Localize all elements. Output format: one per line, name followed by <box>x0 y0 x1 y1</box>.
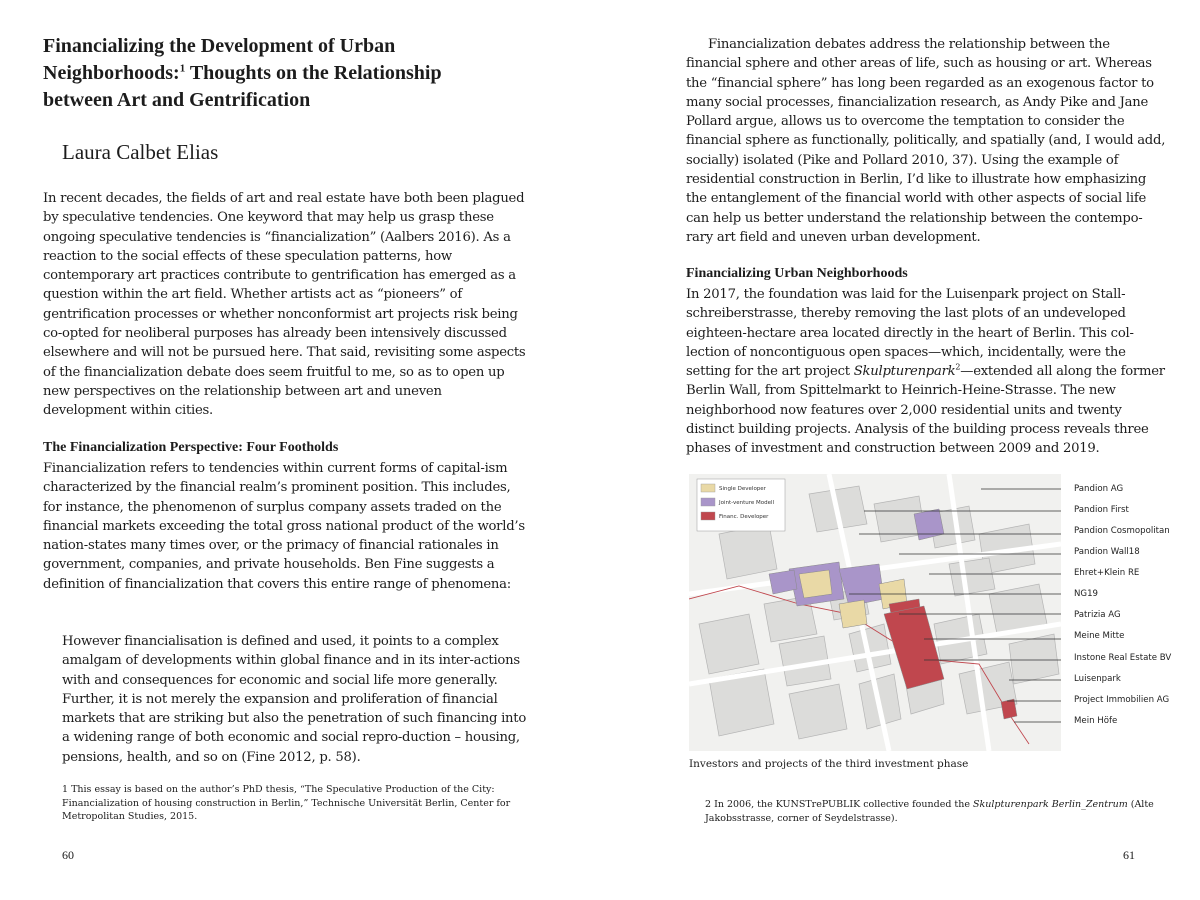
map-label-pandion-cosmopolitan: Pandion Cosmopolitan <box>1074 526 1170 536</box>
footnote-ref-2[interactable]: 2 <box>955 362 961 372</box>
right-page <box>686 0 1172 900</box>
map-label-meine-mitte: Meine Mitte <box>1074 631 1125 641</box>
map-legend-financ: Financ. Developer <box>719 514 769 520</box>
map-label-luisenpark: Luisenpark <box>1074 674 1121 684</box>
section-heading-footholds: The Financialization Perspective: Four Footholds <box>43 440 339 455</box>
block-quote-fine: However financialisation is defined and used, it points to a complex amalgam of developments within global finance and in its inter-actions with and consequences for economic and social life more generally. Further, it is not merely the expansion and proliferation of financial markets that are striking but also the penetration of such financing into a widening range of both economic and social repro-duction – housing, pensions, health, and so on (Fine 2012, p. 58). <box>62 634 527 765</box>
left-page <box>43 0 528 900</box>
author-name: Laura Calbet Elias <box>62 140 219 164</box>
map-legend-single: Single Developer <box>719 486 766 492</box>
map-label-pandion-wall18: Pandion Wall18 <box>1074 547 1140 557</box>
section-heading-urban-neighborhoods: Financializing Urban Neighborhoods <box>686 266 908 281</box>
article-title <box>43 33 503 114</box>
map-label-pandion-ag: Pandion AG <box>1074 484 1124 494</box>
page-number-left: 60 <box>62 848 74 862</box>
luisenpark-text-b: —extended all along the former Berlin Wall, from Spittelmarkt to Heinrich-Heine-Strasse. The new neighborhood now features over 2,000 residential units and twenty distinct building projects. Analysis of the building process reveals three phases of investment and construction between 2009 and 2019. <box>686 364 1165 457</box>
footnote-2-text-a: 2 In 2006, the KUNSTrePUBLIK collective founded the <box>705 799 974 810</box>
footnote-2-text-b: (Alte Jakobsstrasse, corner of Seydelstrasse). <box>705 799 1154 824</box>
luisenpark-paragraph <box>686 285 1166 459</box>
map-label-project-immobilien: Project Immobilien AG <box>1074 695 1170 705</box>
title-part-1: Financializing the Development of Urban Neighborhoods: <box>43 35 396 84</box>
map-label-mein-hoefe: Mein Höfe <box>1074 716 1118 726</box>
title-footnote-ref[interactable]: 1 <box>179 62 186 75</box>
intro-paragraph: In recent decades, the fields of art and real estate have both been plagued by speculative tendencies. One keyword that may help us grasp these ongoing speculative tendencies is “financialization” (Aalbers 2016). As a reaction to the social effects of these speculation patterns, how contemporary art practices contribute to gentrification has emerged as a question within the art field. Whether artists act as “pioneers” of gentrification processes or whether nonconformist art projects risk being co-opted for neoliberal purposes has already been intensively discussed elsewhere and will not be pursued here. That said, revisiting some aspects of the financialization debate does seem fruitful to me, so as to open up new perspectives on the relationship between art and uneven development within cities. <box>43 191 526 419</box>
map-label-patrizia: Patrizia AG <box>1074 610 1121 620</box>
title-part-2: Thoughts on the Relationship between Art and Gentrification <box>43 62 442 111</box>
footnote-2 <box>705 798 1165 826</box>
map-label-ng19: NG19 <box>1074 589 1099 599</box>
luisenpark-text-a: In 2017, the foundation was laid for the Luisenpark project on Stall-schreiberstrasse, thereby removing the last plots of an undeveloped eighteen-hectare area located directly in the heart of Berlin. This col-lection of noncontiguous open spaces—which, incidentally, were the setting for the art project <box>686 287 1134 380</box>
footnote-1: 1 This essay is based on the author’s PhD thesis, “The Speculative Production of the City: Financialization of housing construction in Berlin,” Technische Universität Berlin, Center for Metropolitan Studies, 2015. <box>62 784 511 823</box>
map-graphic <box>689 474 1061 751</box>
page-number-right: 61 <box>1123 848 1135 862</box>
skulpturenpark-italic: Skulpturenpark <box>853 364 956 380</box>
map-label-ehret-klein: Ehret+Klein RE <box>1074 568 1140 578</box>
map-label-instone: Instone Real Estate BV <box>1074 653 1172 663</box>
map-label-pandion-first: Pandion First <box>1074 505 1129 515</box>
financialization-debates-paragraph: Financialization debates address the relationship between the financial sphere and other areas of life, such as housing or art. Whereas the “financial sphere” has long been regarded as an exogenous factor to many social processes, financialization research, as Andy Pike and Jane Pollard argue, allows us to overcome the temptation to consider the financial sphere as functionally, politically, and spatially (and, I would add, socially) isolated (Pike and Pollard 2010, 37). Using the example of residential construction in Berlin, I’d like to illustrate how emphasizing the entanglement of the financial world with other aspects of social life can help us better understand the relationship between the contempo-rary art field and uneven urban development. <box>686 37 1166 245</box>
footnote-2-italic: Skulpturenpark Berlin_Zentrum <box>973 799 1128 810</box>
financialization-paragraph: Financialization refers to tendencies within current forms of capital-ism characterized by the financial realm’s prominent position. This includes, for instance, the phenomenon of surplus company assets traded on the financial markets exceeding the total gross national product of the world’s nation-states many times over, or the primacy of financial rationales in government, companies, and private households. Ben Fine suggests a definition of financialization that covers this entire range of phenomena: <box>43 461 525 592</box>
investment-map <box>689 474 1061 751</box>
map-legend-joint: Joint-venture Modell <box>719 500 775 506</box>
map-caption: Investors and projects of the third investment phase <box>689 758 969 770</box>
